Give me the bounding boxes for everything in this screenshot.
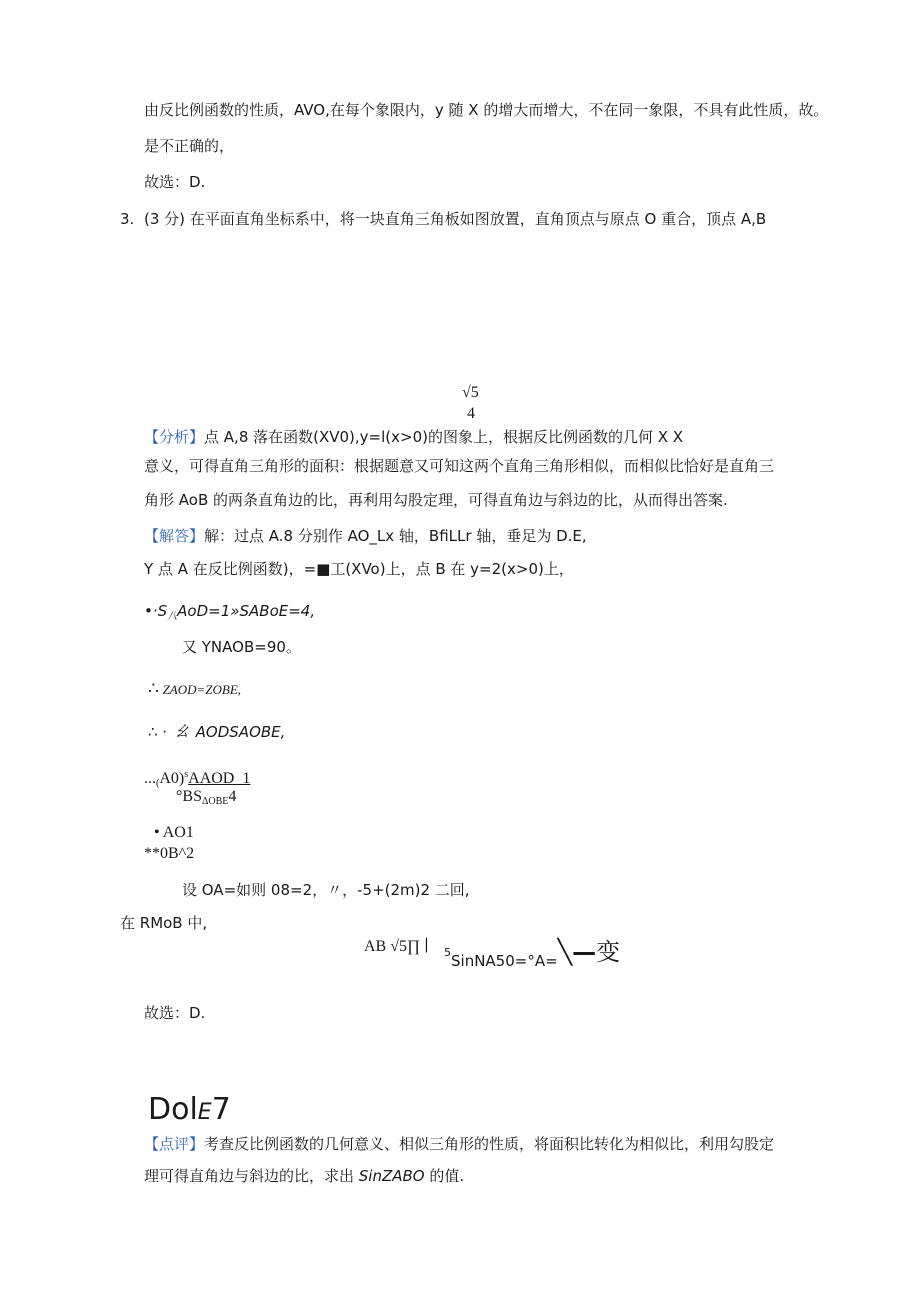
analysis-text: 点 A,8 落在函数(XV0),y=l(x>0)的图象上，根据反比例函数的几何 X X — [204, 428, 684, 446]
review-line: 理可得直角边与斜边的比，求出 SinZABO 的值. — [144, 1167, 465, 1185]
answer-line — [144, 527, 587, 545]
text-line: 角形 AoB 的两条直角边的比，再利用勾股定理，可得直角边与斜边的比，从而得出答案. — [144, 491, 728, 509]
fraction-denominator: 4 — [467, 405, 475, 422]
text-line: 由反比例函数的性质，AVO,在每个象限内，y 随 X 的增大而增大，不在同一象限，不具有此性质，故。 — [144, 101, 829, 119]
math-line: ∴ · ㄠ AODSAOBE, — [148, 720, 286, 742]
math-line: $^\circ BS_{\Delta OBE}4$ — [176, 788, 237, 807]
question-text: (3 分) 在平面直角坐标系中，将一块直角三角板如图放置，直角顶点与原点 O 重合，顶点 A,B — [144, 210, 767, 228]
answer-text: 解：过点 A.8 分别作 AO_Lx 轴，BfiLLr 轴，垂足为 D.E, — [204, 527, 587, 545]
analysis-tag: 【分析】 — [144, 428, 205, 446]
review-tag: 【点评】 — [144, 1135, 205, 1153]
text-line: 意义，可得直角三角形的面积：根据题意又可知这两个直角三角形相似，而相似比恰好是直角三 — [144, 457, 775, 475]
text-line: 故选：D. — [144, 173, 206, 191]
question-number: 3. — [120, 210, 135, 228]
text-line: 在 RMoB 中, — [120, 914, 208, 932]
text-line: 故选：D. — [144, 1004, 206, 1022]
math-line: $^5$SinNA50=°A=╲—变 — [444, 938, 621, 970]
fraction-numerator: √5 — [462, 384, 479, 401]
math-line: AB √5∏ ∣ — [364, 938, 429, 955]
analysis-line — [144, 428, 683, 446]
review-line — [144, 1135, 774, 1153]
review-text: 考查反比例函数的几何意义、相似三角形的性质，将面积比转化为相似比，利用勾股定 — [204, 1135, 775, 1153]
heading: DolE7 — [148, 1092, 231, 1127]
text-line: 又 YNAOB=90。 — [182, 638, 301, 656]
text-line: 是不正确的， — [144, 137, 235, 155]
math-line: **0B^2 — [144, 845, 195, 862]
math-line: $..._(A0)^sAAOD\_1$ — [144, 769, 251, 789]
math-line: $•\cdot S_八AoD=1»SABoE=4$, — [144, 602, 316, 622]
answer-tag: 【解答】 — [144, 527, 205, 545]
math-line: ∴ ZAOD=ZOBE, — [148, 679, 242, 698]
text-line: 设 OA=如则 08=2，〃，-5+(2m)2 二回, — [182, 881, 470, 899]
text-line: Y 点 A 在反比例函数)，=■工(XVo)上，点 B 在 y=2(x>0)上， — [144, 560, 574, 578]
math-line: • AO1 — [154, 824, 194, 841]
